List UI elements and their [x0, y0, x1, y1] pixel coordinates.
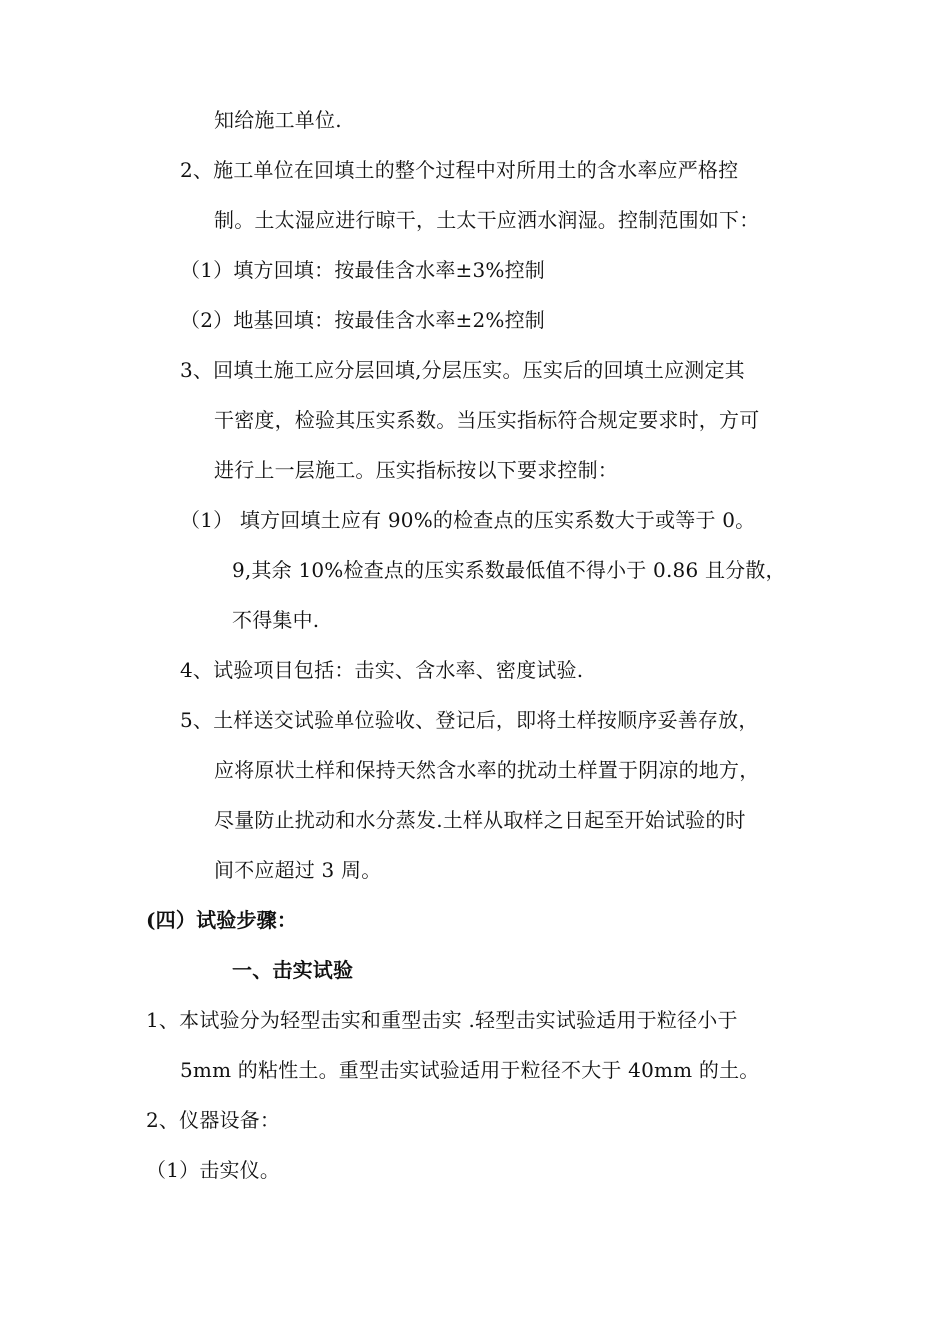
- numbered-step-2: 2、仪器设备：: [146, 1108, 281, 1132]
- numbered-item-3-continuation-2: 进行上一层施工。压实指标按以下要求控制：: [214, 458, 618, 482]
- sub-item-foundation-backfill: （2）地基回填：按最佳含水率±2%控制: [180, 308, 546, 332]
- numbered-item-5-continuation-1: 应将原状土样和保持天然含水率的扰动土样置于阴凉的地方，: [214, 758, 760, 782]
- numbered-item-5-continuation-2: 尽量防止扰动和水分蒸发.土样从取样之日起至开始试验的时: [214, 808, 746, 832]
- compaction-sub-item-1: （1） 填方回填土应有 90%的检查点的压实系数大于或等于 0。: [180, 508, 756, 532]
- numbered-item-5: 5、土样送交试验单位验收、登记后，即将土样按顺序妥善存放，: [180, 708, 759, 732]
- sub-item-fill-backfill: （1）填方回填：按最佳含水率±3%控制: [180, 258, 546, 282]
- numbered-item-5-continuation-3: 间不应超过 3 周。: [214, 858, 382, 882]
- numbered-item-3: 3、回填土施工应分层回填,分层压实。压实后的回填土应测定其: [180, 358, 745, 382]
- numbered-item-3-continuation-1: 干密度，检验其压实系数。当压实指标符合规定要求时，方可: [214, 408, 760, 432]
- subsection-heading-compaction-test: 一、击实试验: [232, 958, 354, 982]
- paragraph-line-continuation: 知给施工单位.: [214, 108, 342, 132]
- compaction-sub-item-1-continuation-2: 不得集中.: [232, 608, 320, 632]
- compaction-sub-item-1-continuation-1: 9,其余 10%检查点的压实系数最低值不得小于 0.86 且分散，: [232, 558, 786, 582]
- numbered-step-1: 1、本试验分为轻型击实和重型击实 .轻型击实试验适用于粒径小于: [146, 1008, 738, 1032]
- equipment-sub-item-1: （1）击实仪。: [146, 1158, 281, 1182]
- numbered-item-4: 4、试验项目包括：击实、含水率、密度试验.: [180, 658, 584, 682]
- numbered-item-2: 2、施工单位在回填土的整个过程中对所用土的含水率应严格控: [180, 158, 739, 182]
- numbered-item-2-continuation: 制。土太湿应进行晾干，土太干应洒水润湿。控制范围如下：: [214, 208, 760, 232]
- section-heading-test-steps: (四）试验步骤：: [146, 908, 298, 932]
- numbered-step-1-continuation: 5mm 的粘性土。重型击实试验适用于粒径不大于 40mm 的土。: [180, 1058, 760, 1082]
